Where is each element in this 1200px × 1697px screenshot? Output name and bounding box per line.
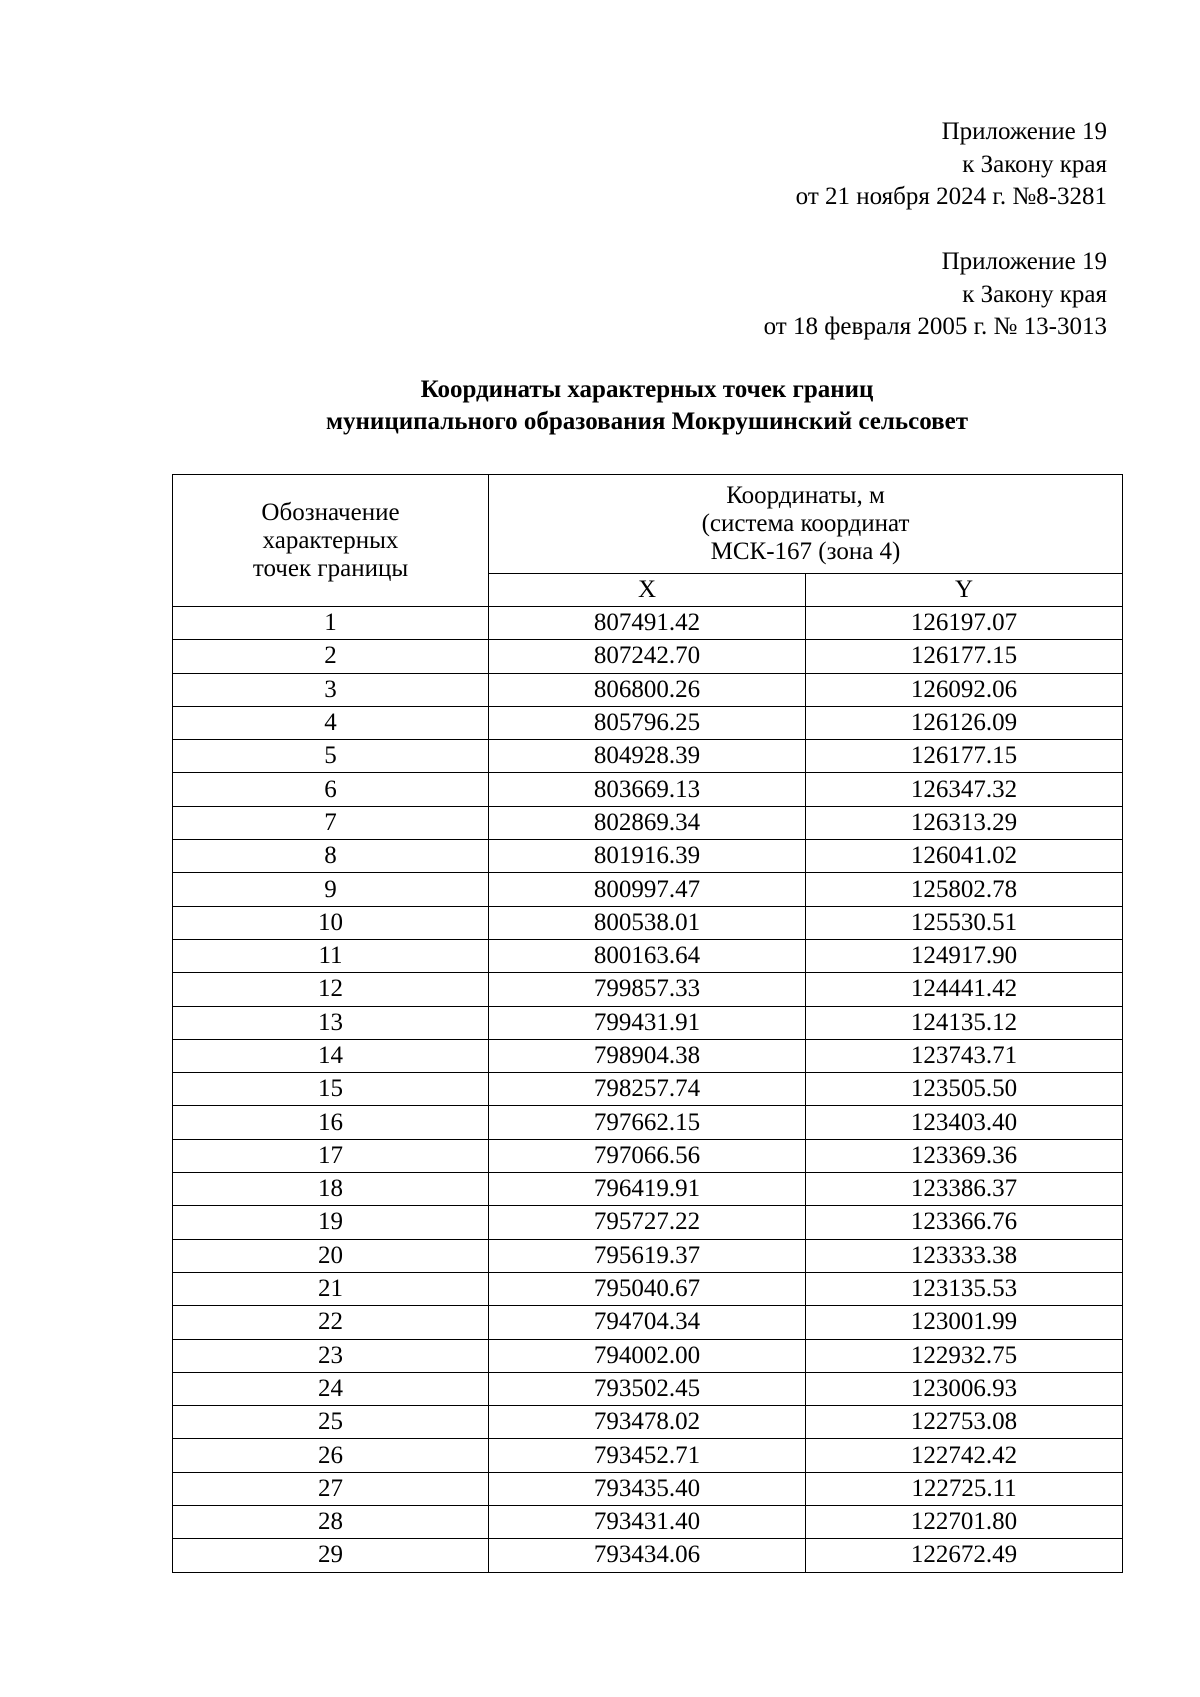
y-coordinate: 123743.71 (806, 1039, 1123, 1072)
y-coordinate: 123135.53 (806, 1272, 1123, 1305)
appendix-number: Приложение 19 (941, 118, 1107, 145)
point-number: 7 (173, 806, 489, 839)
header-coordinates-line-3: МСК-167 (зона 4) (710, 538, 901, 565)
table-row (173, 673, 1123, 706)
x-coordinate: 793434.06 (489, 1539, 806, 1572)
table-row (173, 906, 1123, 939)
point-number: 15 (173, 1073, 489, 1106)
table-row (173, 1439, 1123, 1472)
y-coordinate: 123366.76 (806, 1206, 1123, 1239)
point-number: 17 (173, 1139, 489, 1172)
table-row (173, 1372, 1123, 1405)
table-row (173, 773, 1123, 806)
x-coordinate: 799857.33 (489, 973, 806, 1006)
point-number: 25 (173, 1406, 489, 1439)
appendix-law: к Закону края (962, 280, 1107, 308)
x-coordinate: 793431.40 (489, 1506, 806, 1539)
point-number: 2 (173, 640, 489, 673)
point-number: 26 (173, 1439, 489, 1472)
y-coordinate: 126347.32 (806, 773, 1123, 806)
table-row (173, 740, 1123, 773)
x-coordinate: 797662.15 (489, 1106, 806, 1139)
coordinates-table-header (173, 475, 1123, 607)
table-row (173, 1306, 1123, 1339)
y-coordinate: 123333.38 (806, 1239, 1123, 1272)
y-coordinate: 122725.11 (806, 1472, 1123, 1505)
table-row (173, 806, 1123, 839)
appendix-number: Приложение 19 (941, 248, 1107, 275)
point-number: 1 (173, 607, 489, 640)
header-point-designation (173, 475, 489, 607)
point-number: 23 (173, 1339, 489, 1372)
y-coordinate: 126126.09 (806, 706, 1123, 739)
table-row (173, 840, 1123, 873)
header-point-line-2: характерных (262, 526, 399, 554)
y-coordinate: 122701.80 (806, 1506, 1123, 1539)
x-coordinate: 793435.40 (489, 1472, 806, 1505)
point-number: 20 (173, 1239, 489, 1272)
x-coordinate: 796419.91 (489, 1173, 806, 1206)
y-coordinate: 126197.07 (806, 607, 1123, 640)
point-number: 13 (173, 1006, 489, 1039)
table-row (173, 939, 1123, 972)
point-number: 8 (173, 840, 489, 873)
x-coordinate: 798904.38 (489, 1039, 806, 1072)
y-coordinate: 123369.36 (806, 1139, 1123, 1172)
table-row (173, 1139, 1123, 1172)
point-number: 24 (173, 1372, 489, 1405)
table-row (173, 1106, 1123, 1139)
y-coordinate: 123403.40 (806, 1106, 1123, 1139)
y-coordinate: 122932.75 (806, 1339, 1123, 1372)
y-coordinate: 122742.42 (806, 1439, 1123, 1472)
header-coordinates-line-1: Координаты, м (726, 482, 885, 509)
table-row (173, 1173, 1123, 1206)
table-row (173, 1539, 1123, 1572)
y-coordinate: 126041.02 (806, 840, 1123, 873)
x-coordinate: 806800.26 (489, 673, 806, 706)
point-number: 19 (173, 1206, 489, 1239)
header-coordinates (489, 475, 1123, 574)
point-number: 27 (173, 1472, 489, 1505)
table-row (173, 1272, 1123, 1305)
table-row (173, 1206, 1123, 1239)
x-coordinate: 807242.70 (489, 640, 806, 673)
y-coordinate: 123505.50 (806, 1073, 1123, 1106)
x-coordinate: 800163.64 (489, 939, 806, 972)
y-coordinate: 126313.29 (806, 806, 1123, 839)
table-row (173, 640, 1123, 673)
header-point-line-3: точек границы (252, 554, 409, 582)
x-coordinate: 799431.91 (489, 1006, 806, 1039)
table-row (173, 1239, 1123, 1272)
y-coordinate: 124441.42 (806, 973, 1123, 1006)
point-number: 10 (173, 906, 489, 939)
x-coordinate: 802869.34 (489, 806, 806, 839)
header-point-line-1: Обозначение (261, 498, 400, 526)
x-coordinate: 793452.71 (489, 1439, 806, 1472)
y-coordinate: 123386.37 (806, 1173, 1123, 1206)
y-coordinate: 122672.49 (806, 1539, 1123, 1572)
table-row (173, 1406, 1123, 1439)
point-number: 4 (173, 706, 489, 739)
y-coordinate: 126177.15 (806, 640, 1123, 673)
point-number: 11 (173, 939, 489, 972)
table-row (173, 1073, 1123, 1106)
point-number: 29 (173, 1539, 489, 1572)
table-row (173, 607, 1123, 640)
x-coordinate: 805796.25 (489, 706, 806, 739)
x-coordinate: 798257.74 (489, 1073, 806, 1106)
document-title-line-2: муниципального образования Мокрушинский сельсовет (326, 408, 968, 435)
point-number: 5 (173, 740, 489, 773)
point-number: 14 (173, 1039, 489, 1072)
y-coordinate: 126177.15 (806, 740, 1123, 773)
table-row (173, 1006, 1123, 1039)
appendix-date: от 21 ноября 2024 г. №8-3281 (795, 183, 1107, 210)
y-coordinate: 123006.93 (806, 1372, 1123, 1405)
x-coordinate: 793502.45 (489, 1372, 806, 1405)
y-coordinate: 122753.08 (806, 1406, 1123, 1439)
x-coordinate: 807491.42 (489, 607, 806, 640)
x-coordinate: 800997.47 (489, 873, 806, 906)
y-coordinate: 125530.51 (806, 906, 1123, 939)
table-row (173, 1339, 1123, 1372)
table-row (173, 1506, 1123, 1539)
point-number: 22 (173, 1306, 489, 1339)
table-row (173, 973, 1123, 1006)
x-coordinate: 795619.37 (489, 1239, 806, 1272)
document-title (172, 374, 1122, 438)
header-x: X (489, 574, 806, 607)
appendix-law: к Закону края (962, 150, 1107, 178)
x-coordinate: 801916.39 (489, 840, 806, 873)
appendix-reference-old (764, 246, 1107, 344)
table-row (173, 706, 1123, 739)
header-y: Y (806, 574, 1123, 607)
appendix-date: от 18 февраля 2005 г. № 13-3013 (763, 313, 1107, 340)
x-coordinate: 804928.39 (489, 740, 806, 773)
point-number: 16 (173, 1106, 489, 1139)
document-title-line-1: Координаты характерных точек границ (420, 376, 874, 403)
x-coordinate: 800538.01 (489, 906, 806, 939)
coordinates-table (172, 474, 1123, 1573)
point-number: 12 (173, 973, 489, 1006)
x-coordinate: 795727.22 (489, 1206, 806, 1239)
point-number: 21 (173, 1272, 489, 1305)
coordinates-table-body (173, 607, 1123, 1573)
point-number: 6 (173, 773, 489, 806)
y-coordinate: 123001.99 (806, 1306, 1123, 1339)
x-coordinate: 797066.56 (489, 1139, 806, 1172)
x-coordinate: 793478.02 (489, 1406, 806, 1439)
x-coordinate: 794002.00 (489, 1339, 806, 1372)
x-coordinate: 803669.13 (489, 773, 806, 806)
y-coordinate: 126092.06 (806, 673, 1123, 706)
y-coordinate: 124135.12 (806, 1006, 1123, 1039)
point-number: 9 (173, 873, 489, 906)
point-number: 18 (173, 1173, 489, 1206)
point-number: 28 (173, 1506, 489, 1539)
x-coordinate: 795040.67 (489, 1272, 806, 1305)
appendix-reference-new (796, 116, 1107, 214)
point-number: 3 (173, 673, 489, 706)
table-row (173, 1039, 1123, 1072)
table-row (173, 873, 1123, 906)
header-coordinates-line-2: (система координат (701, 510, 910, 537)
table-row (173, 1472, 1123, 1505)
x-coordinate: 794704.34 (489, 1306, 806, 1339)
y-coordinate: 124917.90 (806, 939, 1123, 972)
y-coordinate: 125802.78 (806, 873, 1123, 906)
